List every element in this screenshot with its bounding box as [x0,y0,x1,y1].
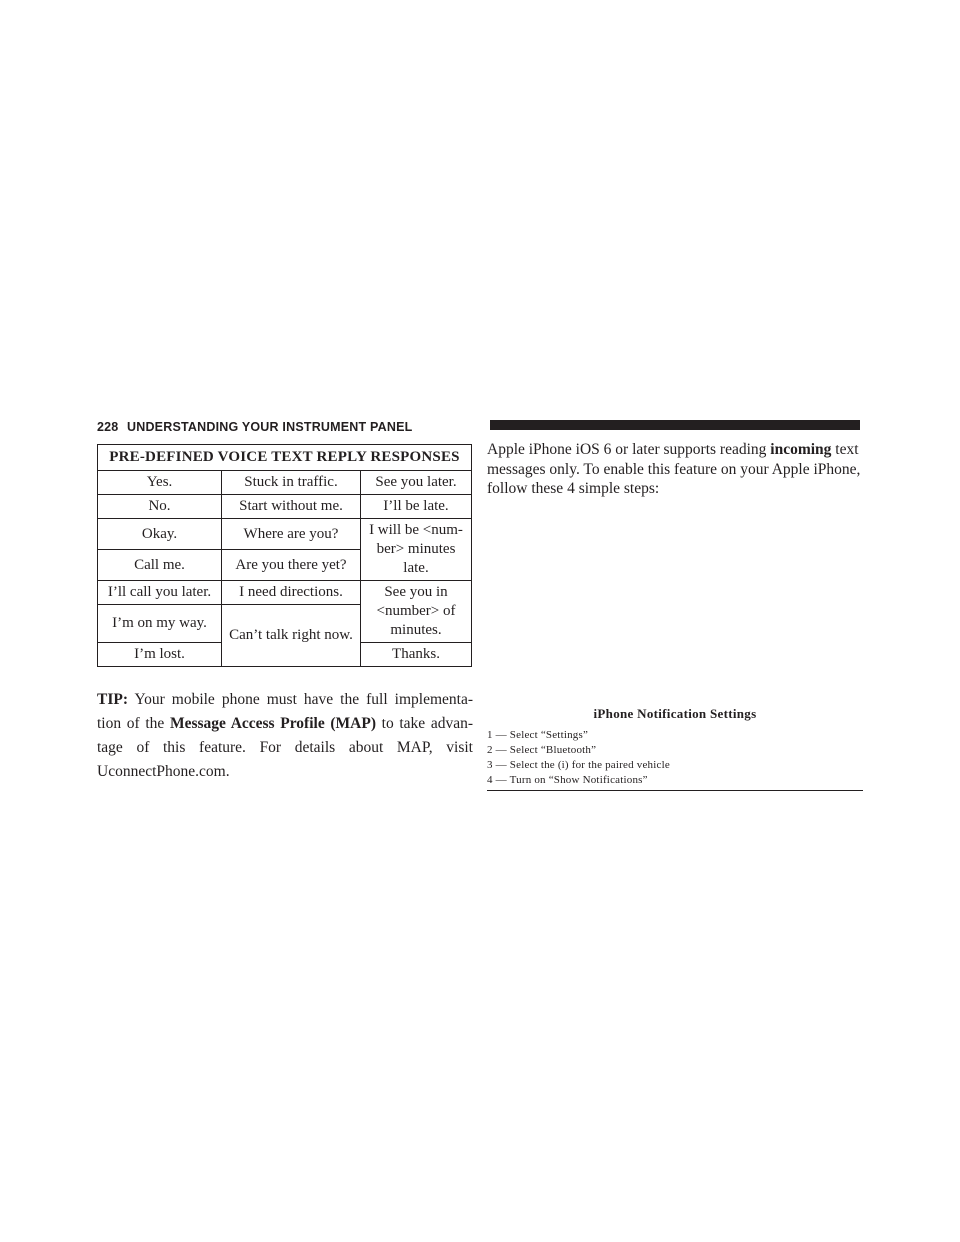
page-header [97,420,863,434]
table-cell: I’ll call you later. [98,581,222,605]
list-item: 3 — Select the (i) for the paired vehicle [487,759,670,771]
section-title: UNDERSTANDING YOUR INSTRUMENT PANEL [127,420,413,434]
header-rule [490,420,860,430]
table-title: PRE-DEFINED VOICE TEXT REPLY RESPONSES [98,445,472,471]
intro-paragraph [487,440,863,499]
table-cell: Where are you? [222,519,361,550]
table-row [98,471,472,495]
table-cell: Start without me. [222,495,361,519]
table-cell: No. [98,495,222,519]
tip-text-end: to take advan- tage of this feature. For details about MAP, visit UconnectPhone.com. [97,715,473,780]
table-cell: I’ll be late. [361,495,472,519]
table-cell: See you later. [361,471,472,495]
tip-text: Your mobile phone must have the full implementa- tion of the [97,691,473,732]
table-cell: See you in <number> of minutes. [361,581,472,643]
table-row [98,495,472,519]
tip-bold: Message Access Profile (MAP) [169,715,376,732]
table-cell: Call me. [98,550,222,581]
table-cell: Yes. [98,471,222,495]
list-item: 1 — Select “Settings” [487,729,589,741]
table-cell: I’m lost. [98,643,222,667]
table-cell: I’m on my way. [98,605,222,643]
list-item: 2 — Select “Bluetooth” [487,744,597,756]
table-cell: I need directions. [222,581,361,605]
table-cell: Thanks. [361,643,472,667]
page-number: 228 [97,420,119,434]
table-cell: Can’t talk right now. [222,605,361,667]
table-cell: Okay. [98,519,222,550]
table-row [98,581,472,605]
intro-bold: incoming [770,441,832,458]
tip-paragraph [97,688,473,784]
intro-text-end: text messages only. To enable this feature on your Apple iPhone, follow these 4 simple steps: [487,441,861,497]
figure-rule [487,790,863,791]
table-cell: Stuck in traffic. [222,471,361,495]
figure-steps [487,728,863,788]
list-item: 4 — Turn on “Show Notifications” [487,774,648,786]
figure-title: iPhone Notification Settings [593,706,757,721]
table-cell: Are you there yet? [222,550,361,581]
voice-replies-table [97,444,472,667]
intro-text: Apple iPhone iOS 6 or later supports reading [487,441,771,458]
table-row [98,519,472,550]
table-cell: I will be <num- ber> minutes late. [361,519,472,581]
tip-label: TIP: [97,691,128,708]
